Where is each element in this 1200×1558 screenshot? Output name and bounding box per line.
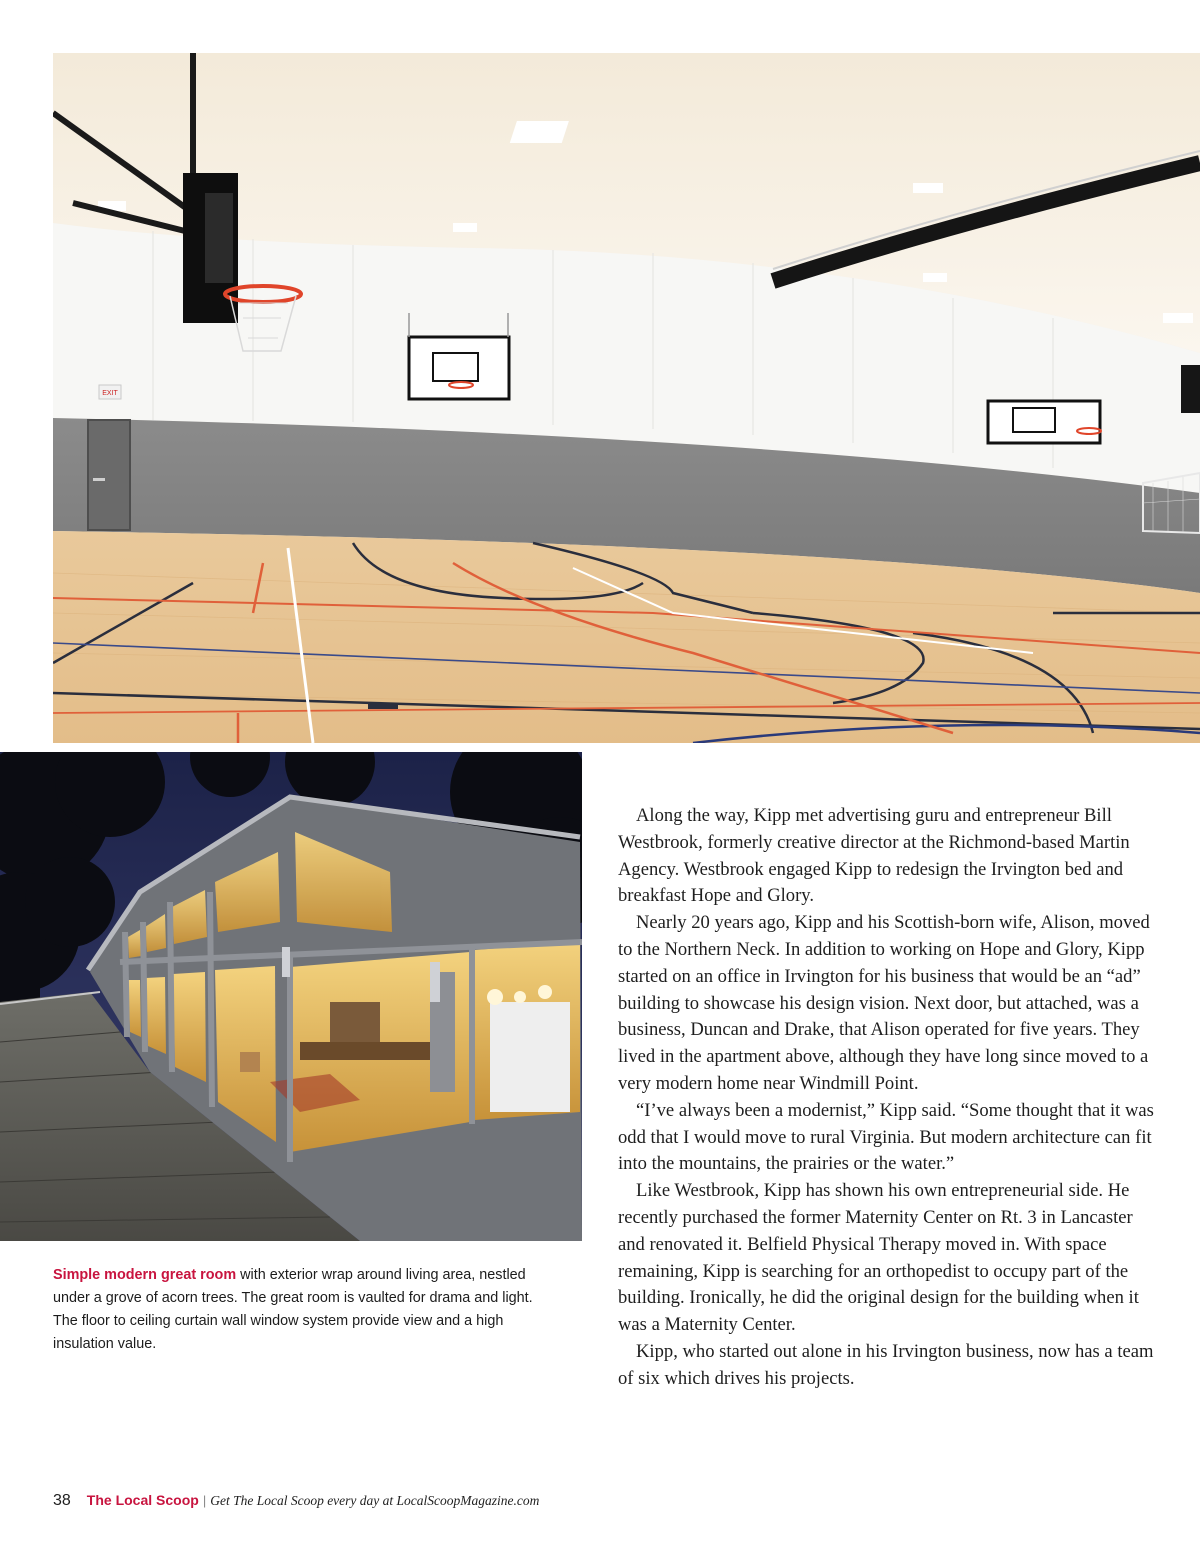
exit-sign-text: EXIT (102, 390, 118, 397)
footer-tagline: Get The Local Scoop every day at LocalScoopMagazine.com (210, 1493, 540, 1508)
magazine-brand: The Local Scoop (86, 1492, 199, 1508)
article-paragraph: “I’ve always been a modernist,” Kipp said. “Some thought that it was odd that I would move to rural Virginia. But modern architecture can fit into the mountains, the prairies or the water.” (618, 1099, 1154, 1175)
great-room-photo (0, 752, 582, 1241)
gymnasium-photo (53, 53, 1200, 743)
article-paragraph: Kipp, who started out alone in his Irvington business, now has a team of six which drives his projects. (618, 1340, 1154, 1389)
photo-caption (53, 1264, 553, 1356)
article-body (618, 803, 1163, 1393)
caption-lead: Simple modern great room (53, 1267, 237, 1283)
article-paragraph: Along the way, Kipp met advertising guru and entrepreneur Bill Westbrook, formerly creative director at the Richmond-based Martin Agency. Westbrook engaged Kipp to redesign the Irvington bed and breakfast Hope and Glory. (618, 805, 1130, 907)
caption-text: with exterior wrap around living area, nestled under a grove of acorn trees. The great room is vaulted for drama and light. The floor to ceiling curtain wall window system provide view and a high insulation value. (53, 1267, 533, 1352)
footer-separator: | (202, 1493, 207, 1508)
article-paragraph: Nearly 20 years ago, Kipp and his Scottish-born wife, Alison, moved to the Northern Neck. In addition to working on Hope and Glory, Kipp started on an office in Irvington for his business that would be an “ad” building to showcase his design vision. Next door, but attached, was a business, Duncan and Drake, that Alison operated for five years. They lived in the apartment above, although they have long since moved to a very modern home near Windmill Point. (618, 912, 1150, 1094)
page-footer (53, 1492, 539, 1516)
page-number: 38 (53, 1492, 71, 1509)
article-paragraph: Like Westbrook, Kipp has shown his own entrepreneurial side. He recently purchased the former Maternity Center on Rt. 3 in Lancaster and renovated it. Belfield Physical Therapy moved in. With space remaining, Kipp is searching for an orthopedist to occupy part of the building. Ironically, he did the original design for the building when it was a Maternity Center. (618, 1180, 1139, 1336)
